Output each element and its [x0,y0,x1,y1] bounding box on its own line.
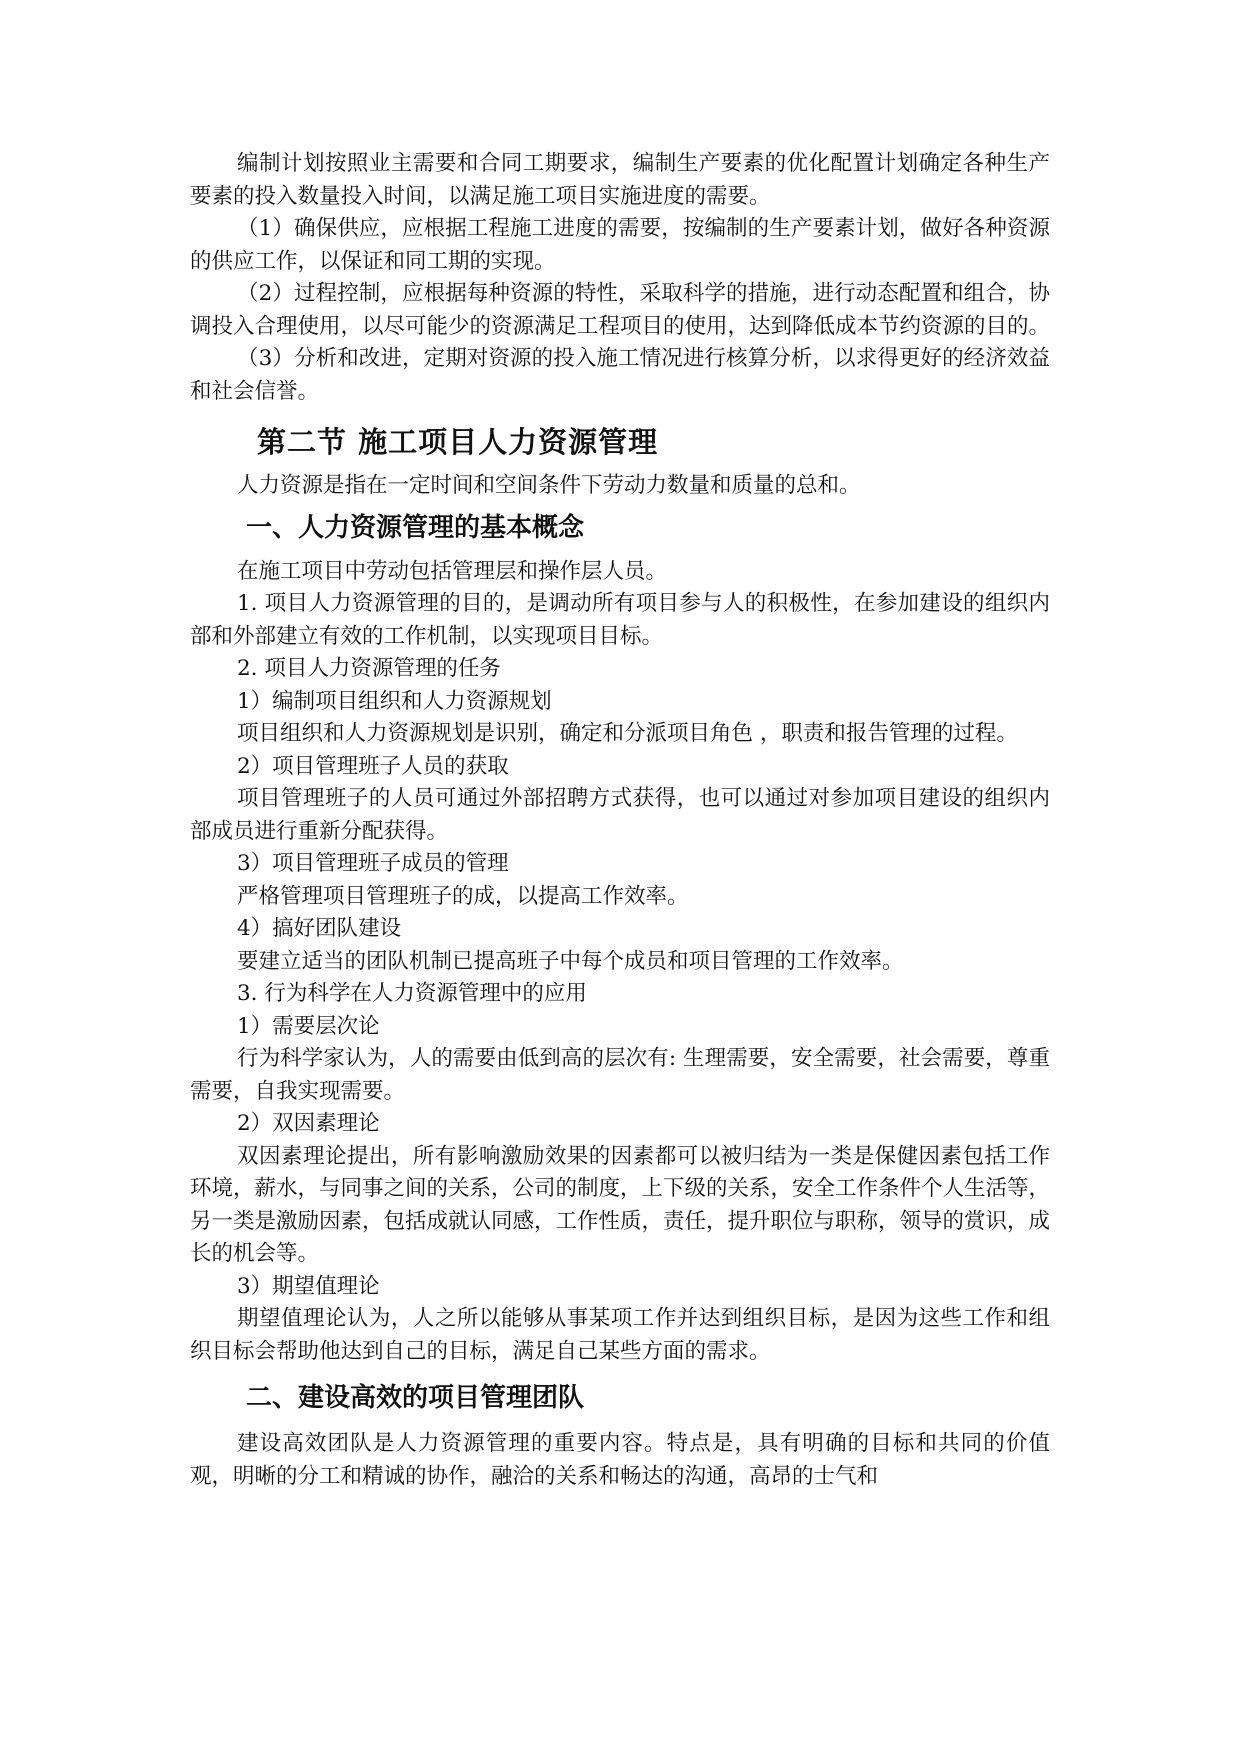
subsection-title: 一、人力资源管理的基本概念 [246,512,585,543]
list-item-heading: 3）期望值理论 [237,1273,380,1299]
list-item-heading: 4）搞好团队建设 [237,916,402,941]
paragraph: 要建立适当的团队机制已提高班子中每个成员和项目管理的工作效率。 [237,948,904,974]
paragraph: 项目组织和人力资源规划是识别，确定和分派项目角色 ，职责和报告管理的过程。 [237,721,1018,746]
paragraph: 1. 项目人力资源管理的目的，是调动所有项目参与人的积极性，在参加建设的组织内部和外部建立有效的工作机制，以实现项目目标。 [190,591,1050,649]
paragraph: 期望值理论认为，人之所以能够从事某项工作并达到组织目标，是因为这些工作和组织目标会帮助他达到自己的目标，满足自己某些方面的需求。 [190,1306,1050,1364]
paragraph: 建设高效团队是人力资源管理的重要内容。特点是，具有明确的目标和共同的价值观，明晰的分工和精诚的协作，融洽的关系和畅达的沟通，高昂的士气和 [190,1431,1050,1489]
list-item-heading: 1）编制项目组织和人力资源规划 [237,688,552,714]
subsection-title: 二、建设高效的项目管理团队 [246,1383,585,1413]
section-title: 第二节 施工项目人力资源管理 [257,425,659,459]
list-item-heading: 2）双因素理论 [237,1111,380,1136]
paragraph: 项目管理班子的人员可通过外部招聘方式获得，也可以通过对参加项目建设的组织内部成员进行重新分配获得。 [190,786,1050,844]
paragraph: 行为科学家认为，人的需要由低到高的层次有: 生理需要，安全需要，社会需要，尊重需要，自我实现需要。 [190,1046,1050,1104]
document-body [190,148,1050,1493]
list-item-heading: 1）需要层次论 [237,1013,380,1039]
paragraph: 人力资源是指在一定时间和空间条件下劳动力数量和质量的总和。 [237,473,861,498]
list-heading: 2. 项目人力资源管理的任务 [237,656,501,681]
paragraph: （2）过程控制，应根据每种资源的特性，采取科学的措施，进行动态配置和组合，协调投入合理使用，以尽可能少的资源满足工程项目的使用，达到降低成本节约资源的目的。 [190,281,1051,339]
paragraph: 编制计划按照业主需要和合同工期要求，编制生产要素的优化配置计划确定各种生产要素的投入数量投入时间，以满足施工项目实施进度的需要。 [190,151,1050,209]
paragraph: （3）分析和改进，定期对资源的投入施工情况进行核算分析，以求得更好的经济效益和社会信誉。 [190,346,1050,404]
paragraph: 在施工项目中劳动包括管理层和操作层人员。 [237,558,668,584]
paragraph: 严格管理项目管理班子的成，以提高工作效率。 [237,883,689,909]
list-item-heading: 3）项目管理班子成员的管理 [237,851,509,876]
list-heading: 3. 行为科学在人力资源管理中的应用 [237,981,587,1006]
paragraph: 双因素理论提出，所有影响激励效果的因素都可以被归结为一类是保健因素包括工作环境，薪水，与同事之间的关系，公司的制度，上下级的关系，安全工作条件个人生活等，另一类是激励因素，包括成就认同感，工作性质，责任，提升职位与职称，领导的赏识，成长的机会等。 [190,1143,1051,1266]
paragraph: （1）确保供应，应根据工程施工进度的需要，按编制的生产要素计划，做好各种资源的供应工作，以保证和同工期的实现。 [190,216,1050,274]
list-item-heading: 2）项目管理班子人员的获取 [237,753,509,779]
